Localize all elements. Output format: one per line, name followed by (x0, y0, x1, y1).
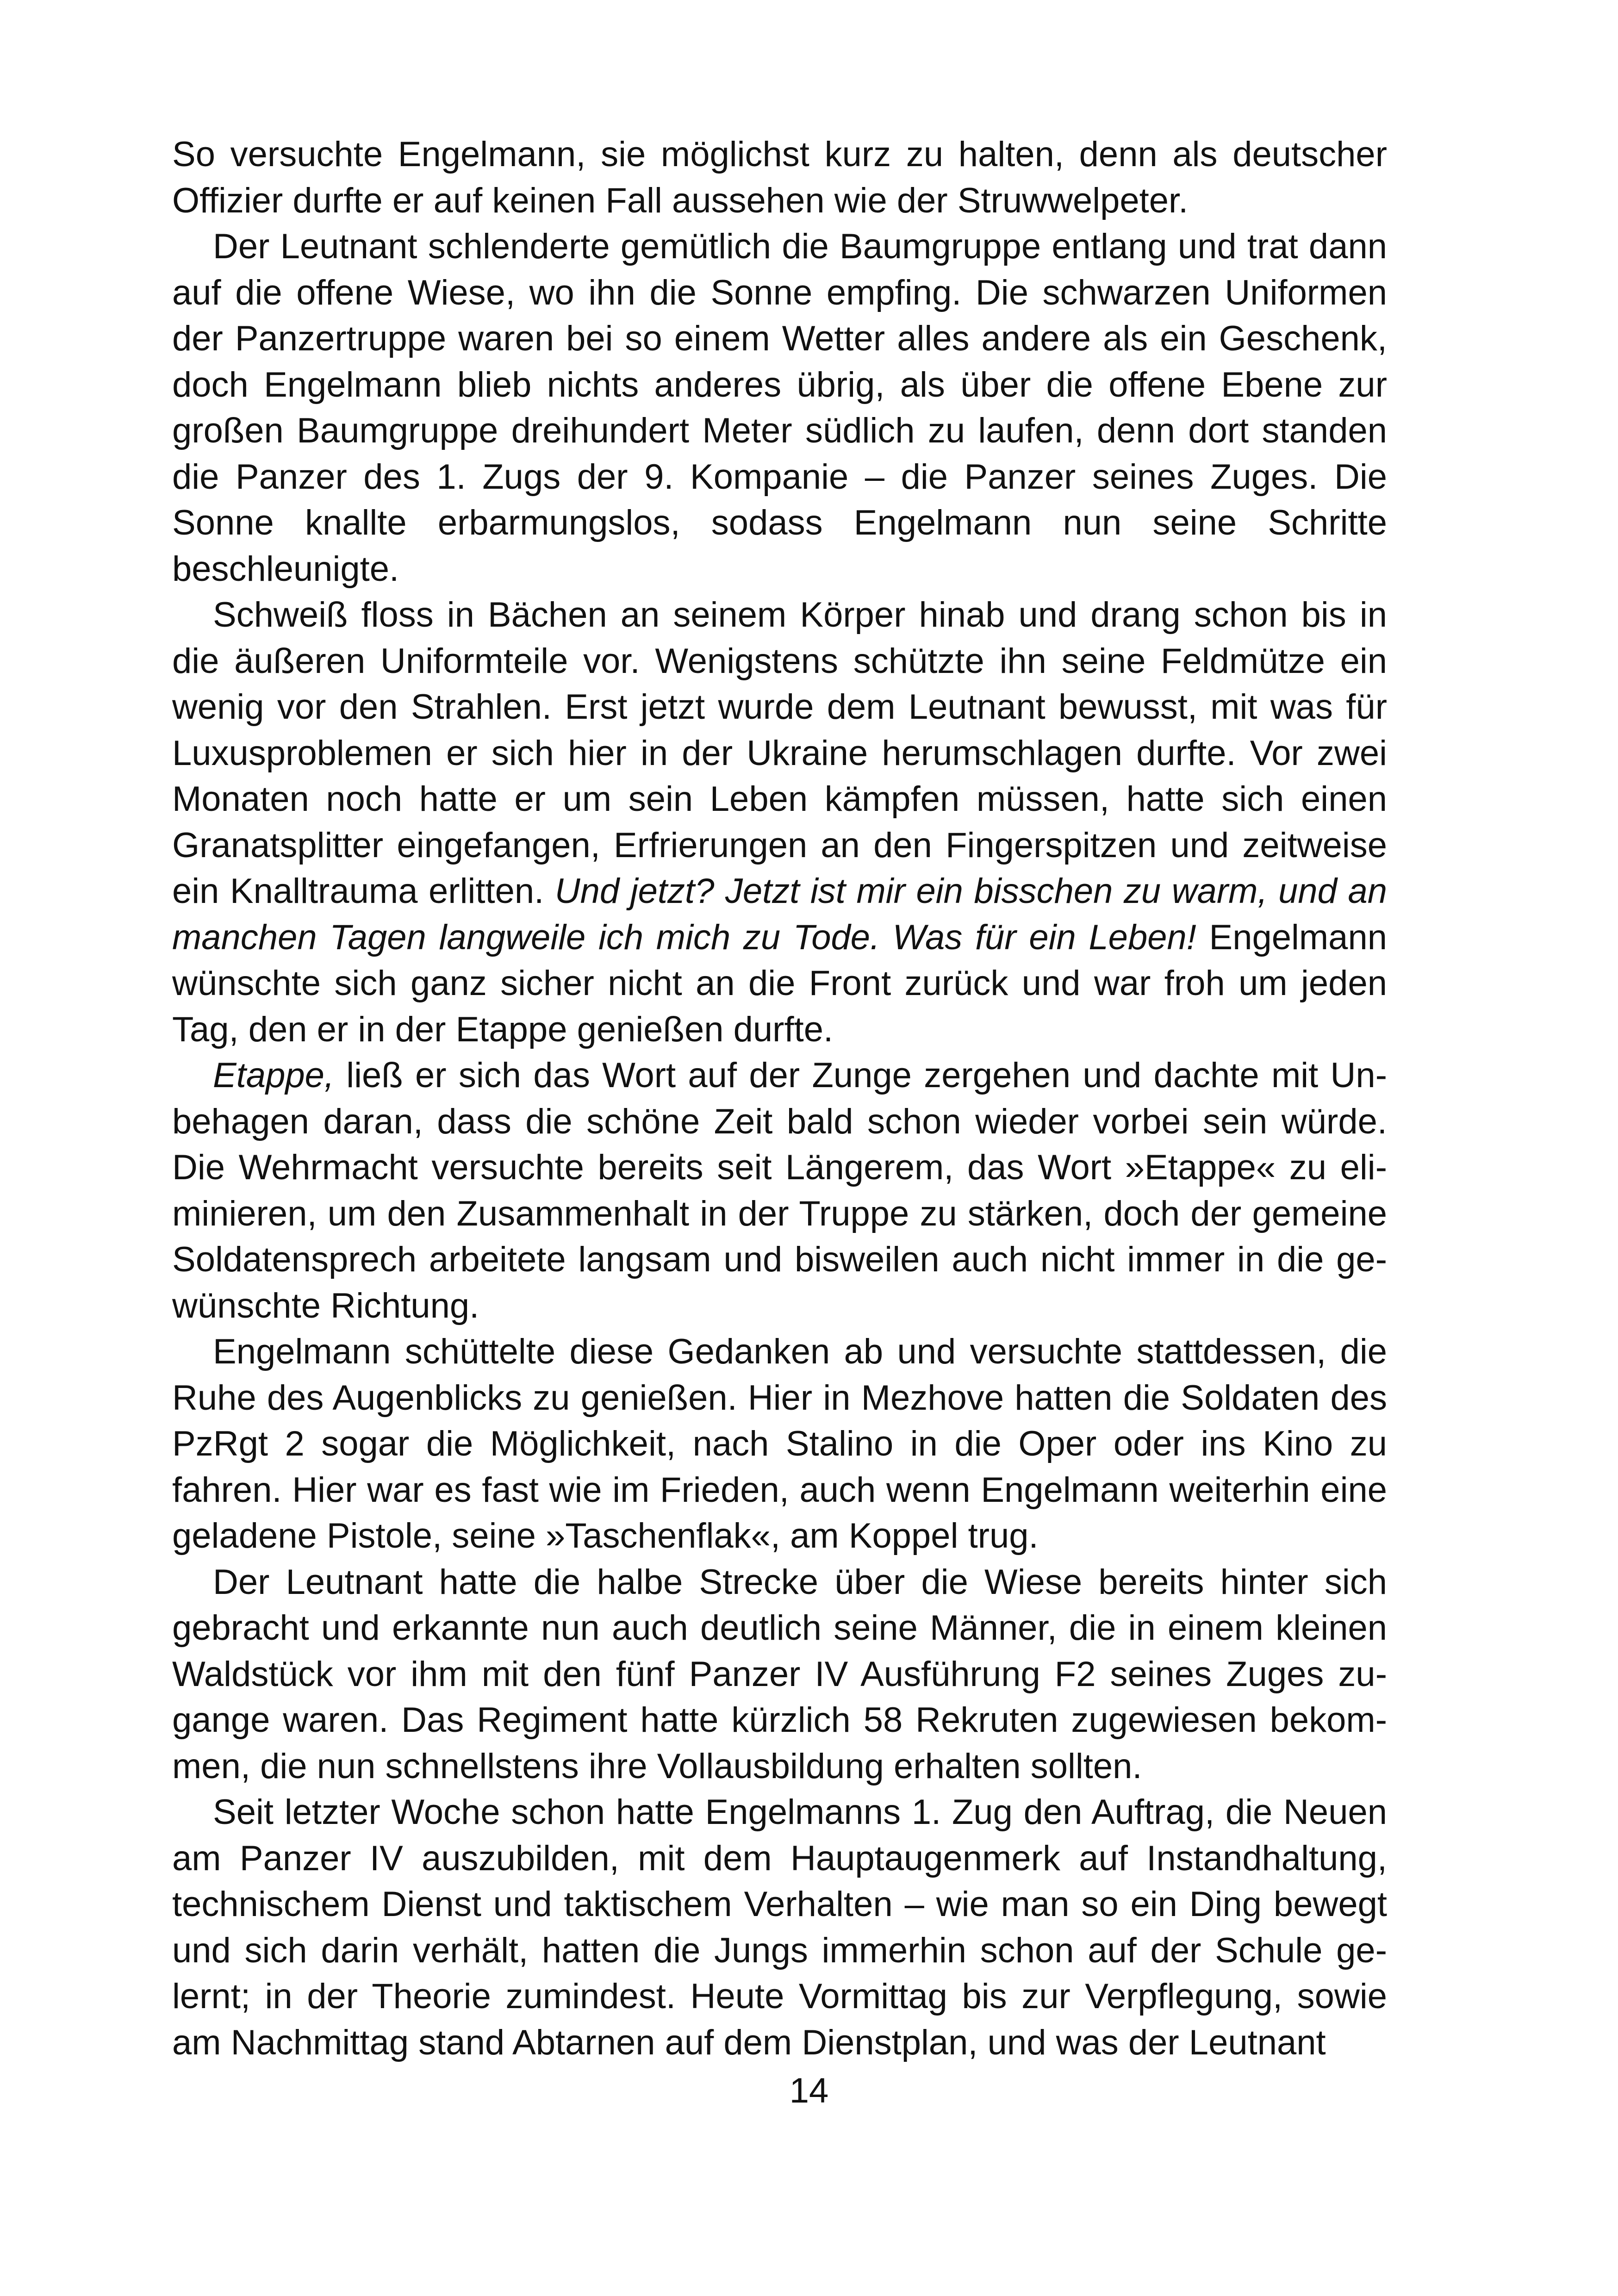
paragraph-6-text: Der Leutnant hatte die halbe Strecke über die Wiese bereits hinter sich gebracht und erkannte nun auch deutlich seine Männer, die in einem kleinen Waldstück vor ihm mit den fünf Panzer IV Ausführung F2 seines Zuges zugange waren. Das Regiment hatte kürzlich 58 Rekruten zugewiesen bekommen, die nun schnellstens ihre Vollausbildung erhalten sollten. (172, 1562, 1387, 1786)
paragraph-4-text: ließ er sich das Wort auf der Zunge zergehen und dachte mit Unbehagen daran, dass die schöne Zeit bald schon wieder vorbei sein würde. Die Wehrmacht versuchte bereits seit Längerem, das Wort »Etappe« zu eliminieren, um den Zusammenhalt in der Truppe zu stärken, doch der gemeine Soldatensprech arbeitete langsam und bisweilen auch nicht immer in die gewünschte Richtung. (172, 1056, 1387, 1325)
paragraph-2-text: Der Leutnant schlenderte gemütlich die Baumgruppe entlang und trat dann auf die offene Wiese, wo ihn die Sonne empfing. Die schwarzen Uniformen der Panzertruppe waren bei so einem Wetter alles andere als ein Geschenk, doch Engelmann blieb nichts anderes übrig, als über die offene Ebene zur großen Baumgruppe dreihundert Meter südlich zu laufen, denn dort standen die Panzer des 1. Zugs der 9. Kompanie – die Panzer seines Zuges. Die Sonne knallte erbarmungslos, sodass Engelmann nun seine Schritte beschleunigte. (172, 227, 1387, 589)
paragraph-3-text-a: Schweiß floss in Bächen an seinem Körper hinab und drang schon bis in die äußeren Uniformteile vor. Wenigstens schützte ihn seine Feldmütze ein wenig vor den Strahlen. Erst jetzt wurde dem Leutnant bewusst, mit was für Luxusproblemen er sich hier in der Ukraine herumschlagen durfte. Vor zwei Monaten noch hatte er um sein Leben kämpfen müssen, hatte sich einen Granatsplitter eingefangen, Erfrierungen an den Fingerspitzen und zeitweise ein Knalltrauma erlitten. (172, 595, 1387, 911)
paragraph-5 (172, 1329, 1387, 1559)
paragraph-5-text: Engelmann schüttelte diese Gedanken ab und versuchte stattdessen, die Ruhe des Augenblicks zu genießen. Hier in Mezhove hatten die Soldaten des PzRgt 2 sogar die Möglichkeit, nach Stalino in die Oper oder ins Kino zu fahren. Hier war es fast wie im Frieden, auch wenn Engelmann weiterhin eine geladene Pistole, seine »Taschenflak«, am Koppel trug. (172, 1332, 1387, 1556)
paragraph-3-text-b: Engelmann wünschte sich ganz sicher nicht an die Front zurück und war froh um jeden Tag, den er in der Etappe genießen durfte. (172, 917, 1387, 1049)
paragraph-1 (172, 131, 1387, 224)
paragraph-1-text: So versuchte Engelmann, sie möglichst kurz zu halten, denn als deutscher Offizier durfte er auf keinen Fall aussehen wie der Struwwelpeter. (172, 135, 1387, 220)
paragraph-4 (172, 1052, 1387, 1329)
page-number: 14 (789, 2071, 829, 2110)
paragraph-3 (172, 592, 1387, 1052)
paragraph-7-text: Seit letzter Woche schon hatte Engelmanns 1. Zug den Auftrag, die Neuen am Panzer IV auszubilden, mit dem Hauptaugenmerk auf Instandhaltung, technischem Dienst und taktischem Verhalten – wie man so ein Ding bewegt und sich darin verhält, hatten die Jungs immerhin schon auf der Schule gelernt; in der Theorie zumindest. Heute Vormittag bis zur Verpflegung, sowie am Nachmittag stand Abtarnen auf dem Dienstplan, und was der Leutnant (172, 1792, 1387, 2062)
paragraph-2 (172, 224, 1387, 592)
paragraph-4-italic-word: Etappe, (213, 1056, 334, 1095)
body-text (172, 131, 1387, 2066)
paragraph-6 (172, 1559, 1387, 1790)
paragraph-7 (172, 1789, 1387, 2066)
paragraph-3-italic-thought: Und jetzt? Jetzt ist mir ein bisschen zu warm, und an manchen Tagen langweile ich mich zu Tode. Was für ein Leben! (172, 871, 1387, 957)
